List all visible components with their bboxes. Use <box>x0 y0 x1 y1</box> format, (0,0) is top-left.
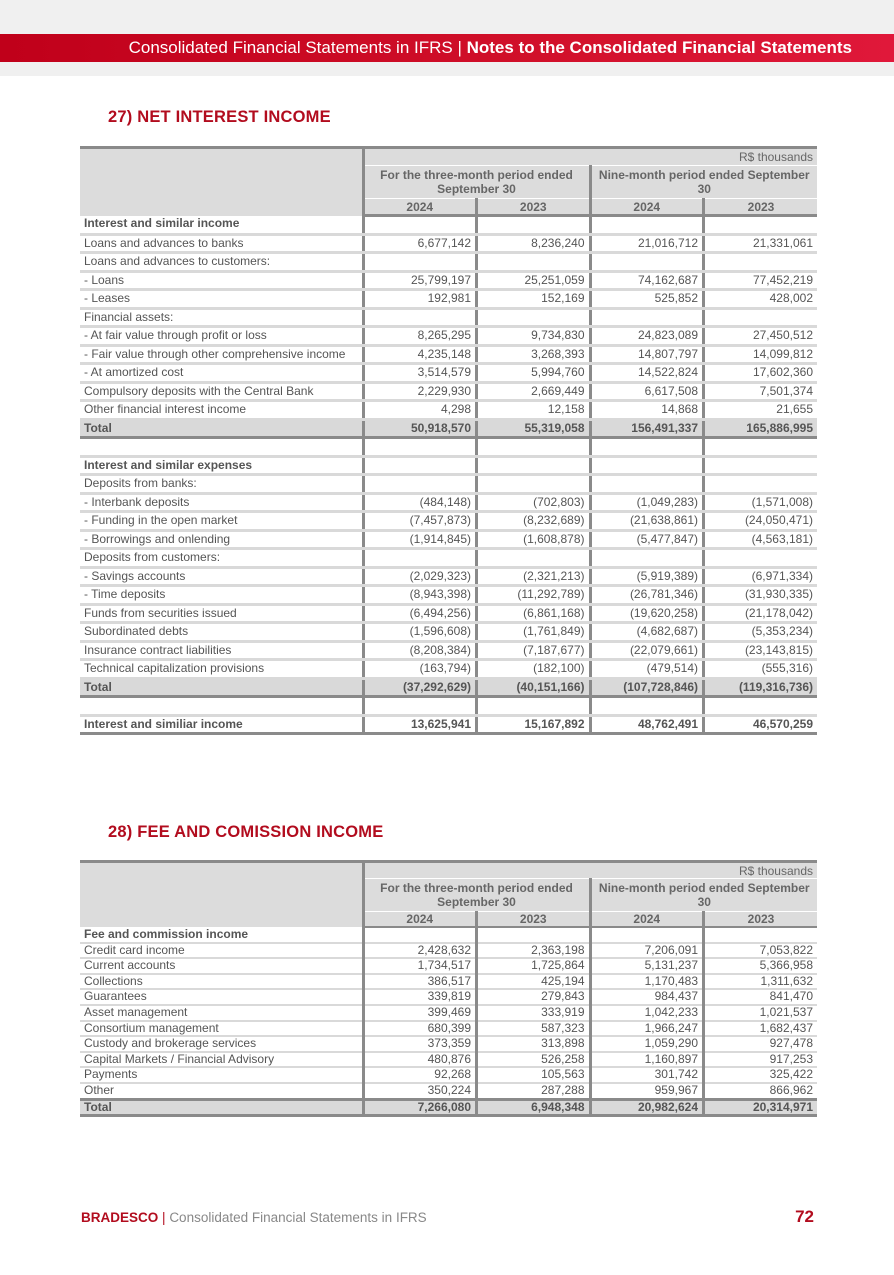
value-cell: (37,292,629) <box>363 678 477 697</box>
value-cell <box>590 549 704 568</box>
value-cell: (22,079,661) <box>590 641 704 660</box>
value-cell: 15,167,892 <box>477 715 591 734</box>
value-cell <box>363 438 477 457</box>
value-cell: (1,571,008) <box>704 493 818 512</box>
value-cell <box>477 216 591 235</box>
value-cell: (1,761,849) <box>477 623 591 642</box>
value-cell <box>704 253 818 272</box>
value-cell: 8,236,240 <box>477 234 591 253</box>
table-row <box>80 1052 817 1068</box>
value-cell <box>477 438 591 457</box>
table-row <box>80 253 817 272</box>
year-header: 2024 <box>590 199 704 216</box>
period-three-month: For the three-month period ended September 30 <box>363 166 590 199</box>
value-cell: (163,794) <box>363 660 477 679</box>
value-cell: 425,194 <box>477 974 591 990</box>
value-cell: 7,266,080 <box>363 1099 477 1115</box>
value-cell <box>477 456 591 475</box>
value-cell: 917,253 <box>704 1052 818 1068</box>
row-label: Deposits from customers: <box>80 549 363 568</box>
value-cell: (2,321,213) <box>477 567 591 586</box>
table-row <box>80 715 817 734</box>
note-27-title: 27) NET INTEREST INCOME <box>108 108 331 126</box>
value-cell: (1,914,845) <box>363 530 477 549</box>
value-cell <box>363 475 477 494</box>
row-label: Total <box>80 1099 363 1115</box>
value-cell <box>704 927 818 943</box>
page-footer <box>81 1210 427 1225</box>
value-cell: 350,224 <box>363 1083 477 1099</box>
value-cell: 3,514,579 <box>363 364 477 383</box>
value-cell <box>704 549 818 568</box>
table-row <box>80 586 817 605</box>
value-cell: 1,682,437 <box>704 1021 818 1037</box>
value-cell: 5,994,760 <box>477 364 591 383</box>
table-row <box>80 271 817 290</box>
net-interest-income-table <box>80 146 817 735</box>
year-header: 2023 <box>477 199 591 216</box>
value-cell <box>704 475 818 494</box>
table-row <box>80 530 817 549</box>
value-cell: 1,021,537 <box>704 1005 818 1021</box>
value-cell: 4,298 <box>363 401 477 420</box>
value-cell: 156,491,337 <box>590 419 704 438</box>
value-cell: 2,229,930 <box>363 382 477 401</box>
value-cell: 165,886,995 <box>704 419 818 438</box>
row-label: Deposits from banks: <box>80 475 363 494</box>
value-cell: (11,292,789) <box>477 586 591 605</box>
value-cell: 984,437 <box>590 989 704 1005</box>
value-cell: 1,059,290 <box>590 1036 704 1052</box>
value-cell: (40,151,166) <box>477 678 591 697</box>
table-row <box>80 943 817 959</box>
value-cell: 50,918,570 <box>363 419 477 438</box>
value-cell: 526,258 <box>477 1052 591 1068</box>
table-row <box>80 641 817 660</box>
table-row <box>80 401 817 420</box>
total-row <box>80 1099 817 1115</box>
page-number: 72 <box>795 1207 814 1226</box>
value-cell <box>477 253 591 272</box>
value-cell: 6,617,508 <box>590 382 704 401</box>
table-row <box>80 364 817 383</box>
value-cell: 9,734,830 <box>477 327 591 346</box>
value-cell: 17,602,360 <box>704 364 818 383</box>
row-label <box>80 438 363 457</box>
value-cell: (8,232,689) <box>477 512 591 531</box>
table-row <box>80 345 817 364</box>
top-margin <box>0 0 894 34</box>
value-cell: (484,148) <box>363 493 477 512</box>
table-row <box>80 660 817 679</box>
row-label: Consortium management <box>80 1021 363 1037</box>
value-cell: (8,208,384) <box>363 641 477 660</box>
value-cell: 866,962 <box>704 1083 818 1099</box>
row-label: Loans and advances to customers: <box>80 253 363 272</box>
value-cell <box>590 253 704 272</box>
row-label: - Time deposits <box>80 586 363 605</box>
table-row <box>80 1083 817 1099</box>
value-cell: 105,563 <box>477 1067 591 1083</box>
value-cell: 21,016,712 <box>590 234 704 253</box>
value-cell <box>363 308 477 327</box>
row-label: - Leases <box>80 290 363 309</box>
row-label: Other <box>80 1083 363 1099</box>
value-cell: (23,143,815) <box>704 641 818 660</box>
value-cell: 5,366,958 <box>704 958 818 974</box>
header-doc-title: Consolidated Financial Statements in IFRS <box>128 38 453 57</box>
value-cell <box>477 549 591 568</box>
header-blank-cell <box>80 148 363 216</box>
value-cell <box>590 308 704 327</box>
value-cell: 1,725,864 <box>477 958 591 974</box>
table-row <box>80 382 817 401</box>
value-cell: (1,608,878) <box>477 530 591 549</box>
year-header: 2024 <box>363 912 477 928</box>
unit-label: R$ thousands <box>363 148 817 166</box>
table-row <box>80 475 817 494</box>
table-row <box>80 1036 817 1052</box>
value-cell: (19,620,258) <box>590 604 704 623</box>
row-label: - Fair value through other comprehensive income <box>80 345 363 364</box>
value-cell: 386,517 <box>363 974 477 990</box>
row-label: Other financial interest income <box>80 401 363 420</box>
value-cell: (182,100) <box>477 660 591 679</box>
table-row <box>80 216 817 235</box>
row-label: Asset management <box>80 1005 363 1021</box>
value-cell <box>590 216 704 235</box>
row-label: Financial assets: <box>80 308 363 327</box>
header-section-title: Notes to the Consolidated Financial Statements <box>466 38 852 57</box>
value-cell: 927,478 <box>704 1036 818 1052</box>
value-cell: 77,452,219 <box>704 271 818 290</box>
period-nine-month: Nine-month period ended September 30 <box>590 879 817 912</box>
value-cell: (6,494,256) <box>363 604 477 623</box>
row-label: Funds from securities issued <box>80 604 363 623</box>
row-label: Interest and similar income <box>80 216 363 235</box>
value-cell <box>704 438 818 457</box>
row-label: Credit card income <box>80 943 363 959</box>
row-label: - At amortized cost <box>80 364 363 383</box>
value-cell: (21,178,042) <box>704 604 818 623</box>
value-cell: (26,781,346) <box>590 586 704 605</box>
table-row <box>80 697 817 716</box>
value-cell: 20,314,971 <box>704 1099 818 1115</box>
value-cell: 27,450,512 <box>704 327 818 346</box>
value-cell: (7,457,873) <box>363 512 477 531</box>
fee-commission-income-table <box>80 860 817 1117</box>
table-row <box>80 456 817 475</box>
row-label: Insurance contract liabilities <box>80 641 363 660</box>
value-cell: 587,323 <box>477 1021 591 1037</box>
value-cell: 55,319,058 <box>477 419 591 438</box>
value-cell <box>477 475 591 494</box>
value-cell: 680,399 <box>363 1021 477 1037</box>
value-cell: 14,099,812 <box>704 345 818 364</box>
value-cell: 6,948,348 <box>477 1099 591 1115</box>
year-header: 2023 <box>704 199 818 216</box>
total-row <box>80 419 817 438</box>
value-cell: 959,967 <box>590 1083 704 1099</box>
value-cell <box>363 253 477 272</box>
value-cell <box>363 549 477 568</box>
value-cell: 1,311,632 <box>704 974 818 990</box>
note-28-title: 28) FEE AND COMISSION INCOME <box>108 823 384 841</box>
value-cell: 2,363,198 <box>477 943 591 959</box>
value-cell: 12,158 <box>477 401 591 420</box>
year-header: 2023 <box>477 912 591 928</box>
total-row <box>80 678 817 697</box>
value-cell: (5,477,847) <box>590 530 704 549</box>
value-cell: 7,053,822 <box>704 943 818 959</box>
value-cell: (8,943,398) <box>363 586 477 605</box>
value-cell <box>590 438 704 457</box>
period-three-month: For the three-month period ended September 30 <box>363 879 590 912</box>
value-cell: 92,268 <box>363 1067 477 1083</box>
value-cell: 325,422 <box>704 1067 818 1083</box>
value-cell: 13,625,941 <box>363 715 477 734</box>
row-label <box>80 697 363 716</box>
value-cell <box>590 927 704 943</box>
row-label: Interest and similiar income <box>80 715 363 734</box>
value-cell: (555,316) <box>704 660 818 679</box>
value-cell: 192,981 <box>363 290 477 309</box>
row-label: - Loans <box>80 271 363 290</box>
value-cell: (1,596,608) <box>363 623 477 642</box>
value-cell: (2,029,323) <box>363 567 477 586</box>
row-label: Fee and commission income <box>80 927 363 943</box>
table-row <box>80 567 817 586</box>
table-row <box>80 989 817 1005</box>
value-cell: 428,002 <box>704 290 818 309</box>
value-cell: 399,469 <box>363 1005 477 1021</box>
value-cell <box>704 216 818 235</box>
value-cell <box>363 216 477 235</box>
value-cell: 14,868 <box>590 401 704 420</box>
table-row <box>80 493 817 512</box>
table-row <box>80 512 817 531</box>
row-label: Collections <box>80 974 363 990</box>
value-cell: 20,982,624 <box>590 1099 704 1115</box>
value-cell: 287,288 <box>477 1083 591 1099</box>
period-nine-month: Nine-month period ended September 30 <box>590 166 817 199</box>
value-cell <box>477 697 591 716</box>
table-row <box>80 549 817 568</box>
value-cell: (6,971,334) <box>704 567 818 586</box>
row-label: Current accounts <box>80 958 363 974</box>
value-cell <box>590 456 704 475</box>
row-label: Custody and brokerage services <box>80 1036 363 1052</box>
value-cell: 152,169 <box>477 290 591 309</box>
footer-separator: | <box>162 1210 166 1225</box>
value-cell: 46,570,259 <box>704 715 818 734</box>
value-cell: 7,501,374 <box>704 382 818 401</box>
header-separator: | <box>457 38 462 57</box>
row-label: Capital Markets / Financial Advisory <box>80 1052 363 1068</box>
value-cell: (479,514) <box>590 660 704 679</box>
value-cell: 25,251,059 <box>477 271 591 290</box>
value-cell: 339,819 <box>363 989 477 1005</box>
row-label: Payments <box>80 1067 363 1083</box>
value-cell: 1,160,897 <box>590 1052 704 1068</box>
value-cell: 841,470 <box>704 989 818 1005</box>
header-underline-strip <box>0 62 894 76</box>
brand-logo-text: BRADESCO <box>81 1210 159 1225</box>
value-cell: 4,235,148 <box>363 345 477 364</box>
row-label: Loans and advances to banks <box>80 234 363 253</box>
row-label: Guarantees <box>80 989 363 1005</box>
year-header: 2023 <box>704 912 818 928</box>
value-cell: 5,131,237 <box>590 958 704 974</box>
table-row <box>80 1005 817 1021</box>
value-cell <box>590 697 704 716</box>
value-cell: 2,669,449 <box>477 382 591 401</box>
value-cell: 2,428,632 <box>363 943 477 959</box>
table-row <box>80 927 817 943</box>
value-cell: 21,655 <box>704 401 818 420</box>
table-row <box>80 623 817 642</box>
row-label: Total <box>80 419 363 438</box>
value-cell: (21,638,861) <box>590 512 704 531</box>
year-header: 2024 <box>590 912 704 928</box>
row-label: Subordinated debts <box>80 623 363 642</box>
year-header: 2024 <box>363 199 477 216</box>
value-cell: (6,861,168) <box>477 604 591 623</box>
value-cell: (7,187,677) <box>477 641 591 660</box>
value-cell: (107,728,846) <box>590 678 704 697</box>
row-label: - Savings accounts <box>80 567 363 586</box>
page-header <box>0 34 894 62</box>
table-row <box>80 290 817 309</box>
table-row <box>80 1021 817 1037</box>
value-cell: 480,876 <box>363 1052 477 1068</box>
table-row <box>80 308 817 327</box>
table-row <box>80 327 817 346</box>
value-cell: 301,742 <box>590 1067 704 1083</box>
row-label: Compulsory deposits with the Central Bank <box>80 382 363 401</box>
row-label: - At fair value through profit or loss <box>80 327 363 346</box>
table-row <box>80 974 817 990</box>
value-cell: 21,331,061 <box>704 234 818 253</box>
value-cell: (24,050,471) <box>704 512 818 531</box>
header-blank-cell <box>80 862 363 928</box>
value-cell: 48,762,491 <box>590 715 704 734</box>
row-label: Technical capitalization provisions <box>80 660 363 679</box>
value-cell: 373,359 <box>363 1036 477 1052</box>
value-cell: 25,799,197 <box>363 271 477 290</box>
value-cell <box>704 308 818 327</box>
value-cell: 8,265,295 <box>363 327 477 346</box>
value-cell: 14,807,797 <box>590 345 704 364</box>
value-cell <box>477 308 591 327</box>
value-cell: 24,823,089 <box>590 327 704 346</box>
table-row <box>80 958 817 974</box>
value-cell <box>704 697 818 716</box>
value-cell: 14,522,824 <box>590 364 704 383</box>
value-cell: 3,268,393 <box>477 345 591 364</box>
value-cell: 313,898 <box>477 1036 591 1052</box>
value-cell: 1,170,483 <box>590 974 704 990</box>
row-label: Interest and similar expenses <box>80 456 363 475</box>
value-cell: 7,206,091 <box>590 943 704 959</box>
table-row <box>80 234 817 253</box>
value-cell <box>363 927 477 943</box>
value-cell: (4,563,181) <box>704 530 818 549</box>
value-cell: 6,677,142 <box>363 234 477 253</box>
value-cell <box>363 697 477 716</box>
value-cell: (4,682,687) <box>590 623 704 642</box>
value-cell <box>363 456 477 475</box>
value-cell: (5,919,389) <box>590 567 704 586</box>
row-label: Total <box>80 678 363 697</box>
table-row <box>80 1067 817 1083</box>
row-label: - Funding in the open market <box>80 512 363 531</box>
value-cell: (5,353,234) <box>704 623 818 642</box>
value-cell: (119,316,736) <box>704 678 818 697</box>
value-cell: 333,919 <box>477 1005 591 1021</box>
value-cell: 74,162,687 <box>590 271 704 290</box>
value-cell: (1,049,283) <box>590 493 704 512</box>
value-cell: 1,734,517 <box>363 958 477 974</box>
table-row <box>80 604 817 623</box>
value-cell: 1,042,233 <box>590 1005 704 1021</box>
value-cell <box>590 475 704 494</box>
value-cell <box>477 927 591 943</box>
value-cell: 1,966,247 <box>590 1021 704 1037</box>
value-cell <box>704 456 818 475</box>
footer-doc-title: Consolidated Financial Statements in IFRS <box>169 1210 427 1225</box>
unit-label: R$ thousands <box>363 862 817 879</box>
row-label: - Borrowings and onlending <box>80 530 363 549</box>
row-label: - Interbank deposits <box>80 493 363 512</box>
table-row <box>80 438 817 457</box>
value-cell: 525,852 <box>590 290 704 309</box>
value-cell: (702,803) <box>477 493 591 512</box>
value-cell: (31,930,335) <box>704 586 818 605</box>
value-cell: 279,843 <box>477 989 591 1005</box>
